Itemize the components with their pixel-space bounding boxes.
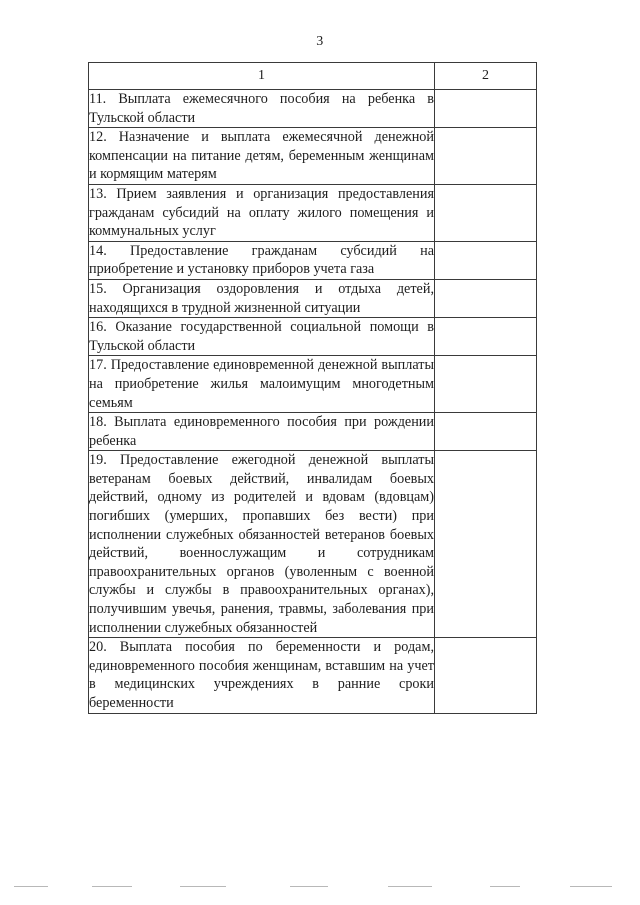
service-item-19: 19. Предоставление ежегодной денежной выплаты ветеранам боевых действий, инвалидам боевых действий, одному из родителей и вдовам (вдовцам) погибших (умерших, пропавших без вести) при исполнении служебных обязанностей ветеранов боевых действий, военнослужащим и сотрудникам правоохранительных органов (уволенным с военной службы и службы в правоохранительных органах), получившим увечья, ранения, травмы, заболевания при исполнении служебных обязанностей [89,451,435,638]
scan-artifact [490,886,520,887]
service-item-18-value [435,413,537,451]
service-item-20-value [435,638,537,713]
service-item-20: 20. Выплата пособия по беременности и родам, единовременного пособия женщинам, вставшим на учет в медицинских учреждениях в ранние сроки беременности [89,638,435,713]
service-item-14: 14. Предоставление гражданам субсидий на приобретение и установку приборов учета газа [89,241,435,279]
table-row [89,413,537,451]
service-item-14-value [435,241,537,279]
table-row [89,279,537,317]
table-row [89,184,537,241]
column-header-1: 1 [89,63,435,90]
table-row [89,638,537,713]
table-row [89,356,537,413]
service-item-19-value [435,451,537,638]
table-header-row [89,63,537,90]
table-row [89,128,537,185]
column-header-2: 2 [435,63,537,90]
service-item-17: 17. Предоставление единовременной денежной выплаты на приобретение жилья малоимущим многодетным семьям [89,356,435,413]
scan-artifact [290,886,328,887]
scan-artifact [570,886,612,887]
service-item-13-value [435,184,537,241]
scan-artifact [14,886,48,887]
table-row [89,241,537,279]
table-row [89,90,537,128]
table-row [89,318,537,356]
service-item-13: 13. Прием заявления и организация предоставления гражданам субсидий на оплату жилого помещения и коммунальных услуг [89,184,435,241]
service-item-15: 15. Организация оздоровления и отдыха детей, находящихся в трудной жизненной ситуации [89,279,435,317]
service-item-11-value [435,90,537,128]
service-item-12: 12. Назначение и выплата ежемесячной денежной компенсации на питание детям, беременным женщинам и кормящим матерям [89,128,435,185]
service-item-18: 18. Выплата единовременного пособия при рождении ребенка [89,413,435,451]
scan-artifact [388,886,432,887]
table-row [89,451,537,638]
page-number: 3 [316,34,324,49]
services-table [88,62,537,714]
service-item-15-value [435,279,537,317]
service-item-17-value [435,356,537,413]
scan-artifact [92,886,132,887]
service-item-12-value [435,128,537,185]
service-item-16: 16. Оказание государственной социальной помощи в Тульской области [89,318,435,356]
service-item-11: 11. Выплата ежемесячного пособия на ребенка в Тульской области [89,90,435,128]
scan-artifact [180,886,226,887]
service-item-16-value [435,318,537,356]
